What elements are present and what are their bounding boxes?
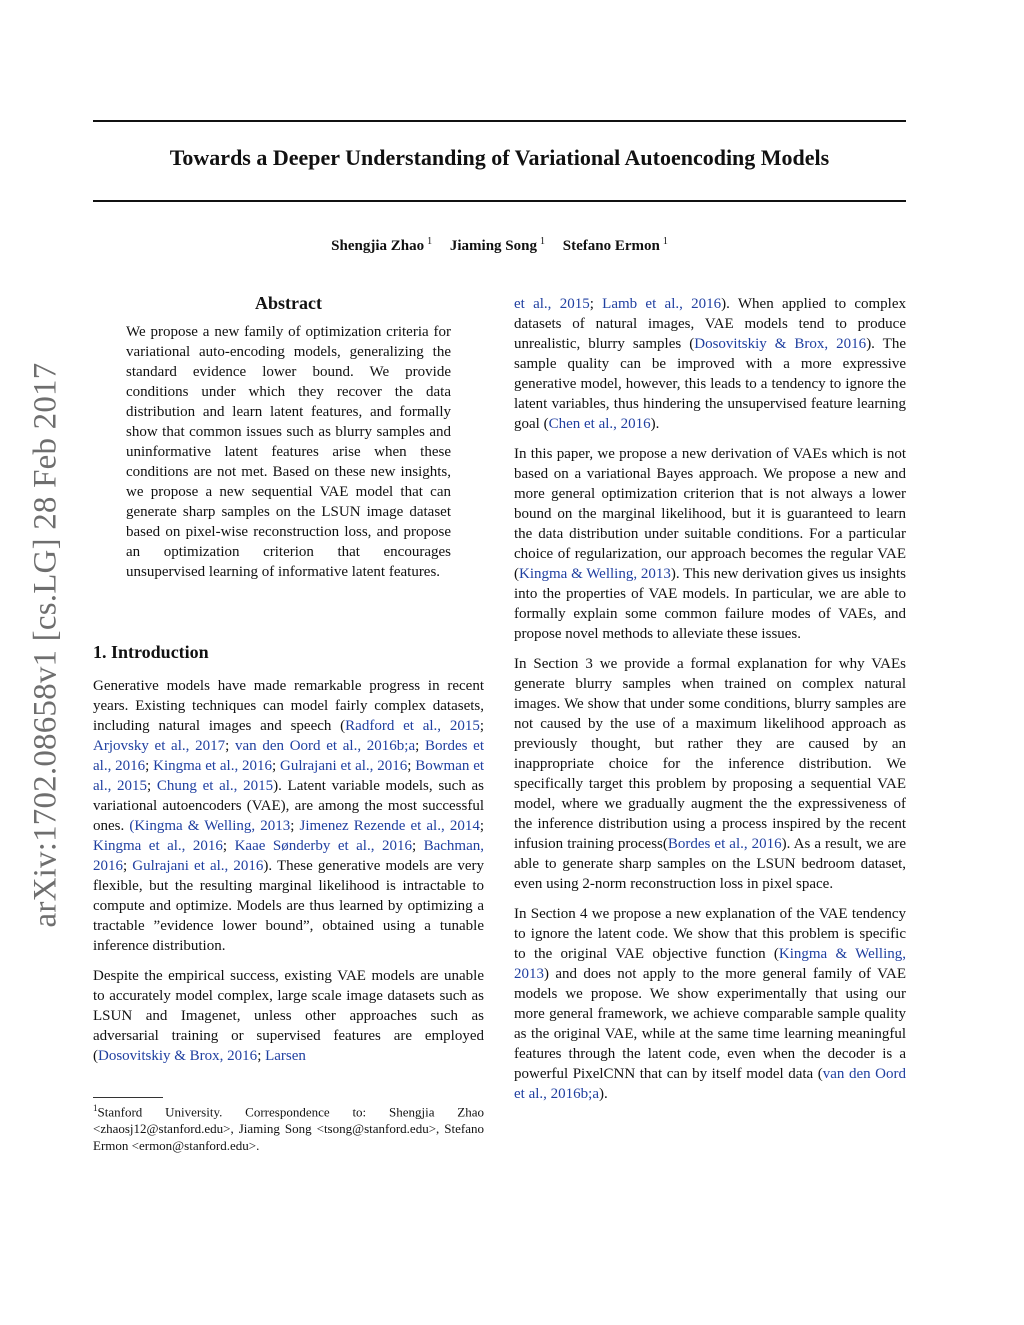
author — [563, 238, 668, 254]
citation-link[interactable]: Kingma & Welling, 2013 — [519, 566, 671, 582]
left-column-body — [93, 676, 484, 1076]
author-name: Shengjia Zhao — [331, 238, 425, 254]
body-text: ; — [407, 758, 416, 774]
body-text: ). These generative models are very flexible, but the resulting marginal likelihood is intractable to compute and optimize. Models are thus learned by optimizing a tractable ”evidence lower bound”, obtained using a tunable inference distribution. — [93, 858, 484, 954]
body-text: ; — [257, 1048, 266, 1064]
body-text: ). — [598, 1086, 608, 1102]
citation-link[interactable]: Gulrajani et al., 2016 — [280, 758, 408, 774]
citation-link[interactable]: Kaae Sønderby et al., 2016 — [234, 838, 412, 854]
citation-link[interactable]: Lamb et al., 2016 — [602, 296, 722, 312]
citation-link[interactable]: Dosovitskiy & Brox, 2016 — [98, 1048, 258, 1064]
citation-link[interactable]: van den Oord et al., 2016b;a — [514, 1066, 906, 1102]
body-text: ; — [479, 718, 484, 734]
abstract-heading: Abstract — [255, 293, 322, 313]
body-text: ). The sample quality can be improved with a more expressive generative model, however, this leads to a tendency to ignore the latent variables, thus hindering the unsupervised feature learning goal ( — [514, 336, 906, 432]
body-text: In this paper, we propose a new derivation of VAEs which is not based on a variational Bayes approach. We propose a new and more general optimization criterion that is not always a lower bound on the marginal likelihood, but it is guaranteed to learn the data distribution under suitable conditions. For a particular choice of regularization, our approach becomes the regular VAE ( — [514, 446, 906, 582]
citation-link[interactable]: Chung et al., 2015 — [156, 778, 274, 794]
body-text: ). When applied to complex datasets of natural images, VAE models tend to produce unrealistic, blurry samples ( — [514, 296, 907, 352]
citation-link[interactable]: Kingma et al., 2016 — [153, 758, 273, 774]
body-text: Generative models have made remarkable progress in recent years. Existing techniques can model fairly complex datasets, including natural images and speech ( — [93, 678, 484, 734]
author-list — [93, 236, 906, 255]
arxiv-stamp-text: arXiv:1702.08658v1 [cs.LG] 28 Feb 2017 — [27, 362, 64, 928]
arxiv-stamp — [16, 355, 76, 935]
body-text: ) and does not apply to the more general family of VAE models we propose. We show experimentally that using our more general framework, we achieve comparable sample quality as the original VAE, while at the same time learning meaningful features through the latent code, even when the decoder is a powerful PixelCNN that can by itself model data ( — [514, 966, 906, 1082]
affiliation-mark: 1 — [662, 236, 668, 247]
affiliation-mark: 1 — [539, 236, 545, 247]
body-paragraph — [514, 654, 906, 894]
body-text: ; — [147, 778, 157, 794]
right-column-body — [514, 294, 906, 1114]
body-text: ). Latent variable models, such as variational autoencoders (VAE), are among the most successful ones. — [93, 778, 485, 834]
body-paragraph — [93, 966, 484, 1066]
author-name: Stefano Ermon — [562, 238, 660, 254]
citation-link[interactable]: Bachman, 2016 — [93, 838, 485, 874]
citation-link[interactable]: Chen et al., 2016 — [548, 416, 651, 432]
citation-link[interactable]: Kingma et al., 2016 — [93, 838, 223, 854]
title-bottom-rule — [93, 200, 906, 202]
footnote-mark: 1 — [93, 1103, 98, 1113]
affiliation-mark: 1 — [427, 236, 433, 247]
footnote-rule — [93, 1097, 163, 1098]
body-text: ; — [411, 838, 424, 854]
body-text: ; — [589, 296, 603, 312]
citation-link[interactable]: Gulrajani et al., 2016 — [132, 858, 264, 874]
body-text: ; — [290, 818, 300, 834]
citation-link[interactable]: Larsen — [265, 1048, 306, 1064]
citation-link[interactable]: Dosovitskiy & Brox, 2016 — [694, 336, 867, 352]
citation-link[interactable]: Kingma & Welling, 2013 — [514, 946, 906, 982]
body-text: ; — [145, 758, 154, 774]
citation-link[interactable]: Jimenez Rezende et al., 2014 — [299, 818, 480, 834]
body-text: ). As a result, we are able to generate sharp samples on the LSUN bedroom dataset, even using 2-norm reconstruction loss in pixel space. — [514, 836, 906, 892]
body-text: In Section 4 we propose a new explanation of the VAE tendency to ignore the latent code. We show that this problem is specific to the original VAE objective function ( — [514, 906, 906, 962]
abstract-text: We propose a new family of optimization criteria for variational auto-encoding models, generalizing the standard evidence lower bound. We provide conditions under which they recover the data distribution and learn latent features, and formally show that common issues such as blurry samples and uninformative latent features arise when these conditions are not met. Based on these new insights, we propose a new sequential VAE model that can generate sharp samples on the LSUN image dataset based on pixel-wise reconstruction loss, and propose an optimization criterion that encourages unsupervised learning of informative latent features. — [126, 324, 451, 580]
section-heading-introduction: 1. Introduction — [93, 642, 209, 662]
body-text: ; — [272, 758, 281, 774]
citation-link[interactable]: Bordes et al., 2016 — [93, 738, 485, 774]
footnote — [93, 1100, 484, 1154]
author — [450, 238, 545, 254]
footnote-text: Stanford University. Correspondence to: Shengjia Zhao <zhaosj12@stanford.edu>, Jiaming Song <tsong@stanford.edu>, Stefano Ermon <ermon@stanford.edu>. — [93, 1104, 484, 1154]
body-paragraph — [514, 294, 906, 434]
citation-link[interactable]: Bordes et al., 2016 — [667, 836, 782, 852]
body-text: ; — [225, 738, 235, 754]
body-paragraph — [93, 676, 484, 956]
citation-link[interactable]: (Kingma & Welling, 2013 — [129, 818, 291, 834]
body-text: ; — [123, 858, 133, 874]
body-text: ; — [415, 738, 425, 754]
body-text: Despite the empirical success, existing VAE models are unable to accurately model complex, large scale image datasets such as LSUN and Imagenet, unless other approaches such as adversarial training or supervised features are employed ( — [93, 968, 484, 1064]
paper-title: Towards a Deeper Understanding of Variational Autoencoding Models — [169, 145, 830, 170]
citation-link[interactable]: Radford et al., 2015 — [345, 718, 480, 734]
body-text: ; — [222, 838, 235, 854]
body-text: In Section 3 we provide a formal explanation for why VAEs generate blurry samples when trained on complex natural images. We show that under some conditions, blurry samples are not caused by the use of a maximum likelihood approach as previously thought, but rather they are caused by an inappropriate choice for the inference distribution. We specifically target this problem by proposing a sequential VAE model, where we gradually augment the the expressiveness of the inference distribution using a process inspired by the recent infusion training process( — [514, 656, 906, 852]
author-name: Jiaming Song — [449, 238, 537, 254]
author — [331, 238, 432, 254]
citation-link[interactable]: van den Oord et al., 2016b;a — [234, 738, 416, 754]
body-paragraph — [514, 444, 906, 644]
citation-link[interactable]: et al., 2015 — [514, 296, 590, 312]
title-top-rule — [93, 120, 906, 122]
body-paragraph — [514, 904, 906, 1104]
body-text: ; — [479, 818, 484, 834]
body-text: ). This new derivation gives us insights into the properties of VAE models. In particular, we are able to formally explain some common failure modes of VAEs, and propose novel methods to alleviate these issues. — [514, 566, 907, 642]
citation-link[interactable]: Bowman et al., 2015 — [93, 758, 485, 794]
citation-link[interactable]: Arjovsky et al., 2017 — [93, 738, 226, 754]
body-text: ). — [650, 416, 660, 432]
